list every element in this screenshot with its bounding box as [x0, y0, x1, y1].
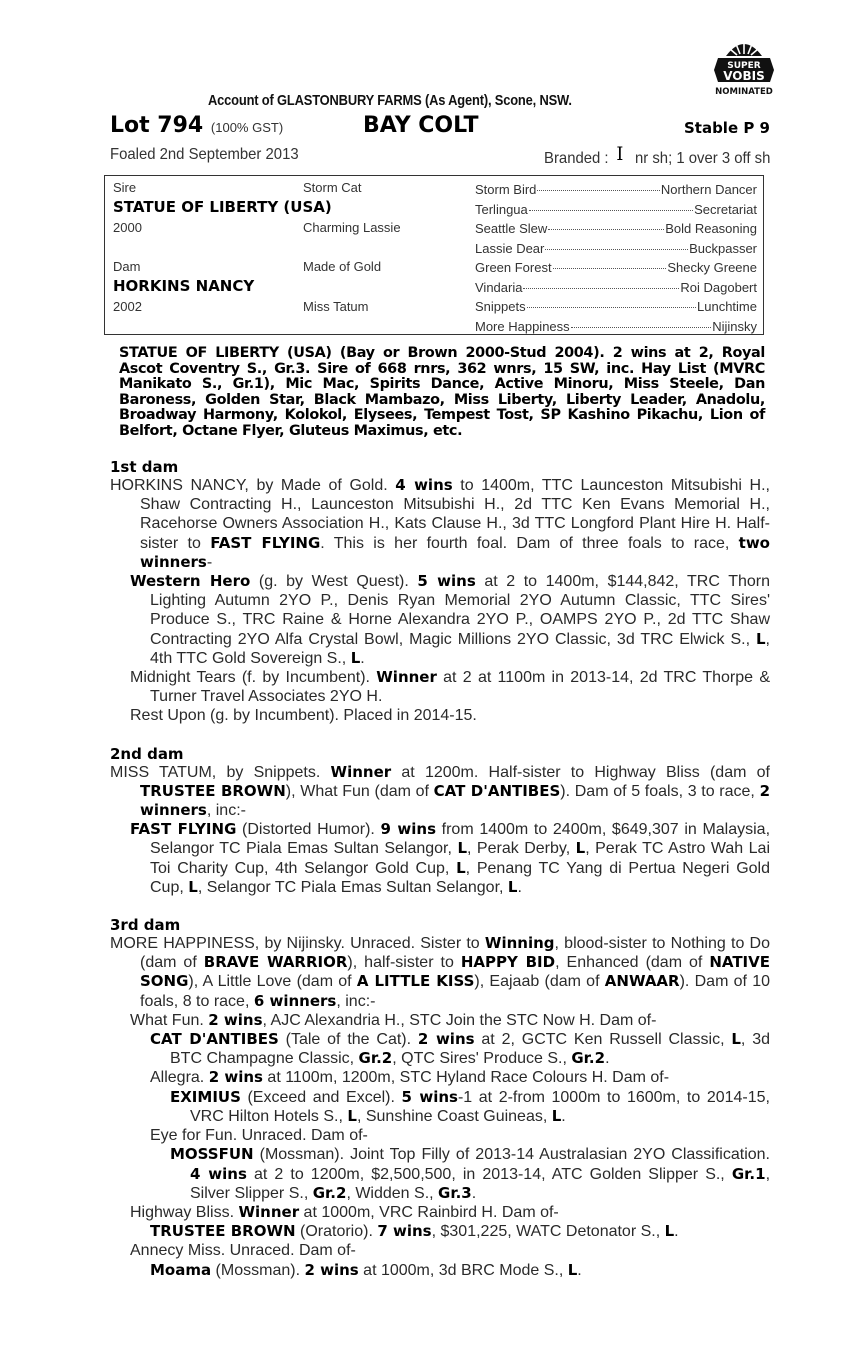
text-run: , Widden S.,: [346, 1184, 439, 1202]
text-run: , QTC Sires' Produce S.,: [392, 1050, 572, 1068]
bold-text: L: [575, 839, 586, 858]
text-run: , blood-sister to Nothing to Do (dam of: [140, 935, 770, 972]
stable-location: Stable P 9: [683, 119, 770, 137]
bold-text: 2 wins: [208, 1068, 263, 1087]
dot-leader: [529, 209, 693, 211]
bold-text: Gr.2: [571, 1049, 606, 1068]
bold-text: L: [350, 648, 361, 667]
grandparent-name: More Happiness: [475, 318, 570, 334]
dot-leader: [571, 326, 712, 328]
dot-leader: [523, 287, 679, 289]
bold-text: Gr.1: [731, 1164, 766, 1183]
sire-year: 2000: [113, 220, 142, 235]
bold-text: NATIVE SONG: [140, 953, 770, 991]
grandparent-row: [475, 297, 757, 317]
bold-text: ANWAAR: [604, 972, 680, 991]
bold-text: L: [731, 1030, 741, 1049]
grandparent-name: Snippets: [475, 299, 526, 314]
sire-dam: Charming Lassie: [303, 220, 401, 235]
bold-text: Gr.3: [438, 1183, 472, 1202]
text-run: ), A Little Love (dam of: [188, 973, 357, 991]
great-grandsire-name: Northern Dancer: [660, 182, 757, 197]
text-run: , Selangor TC Piala Emas Sultan Selangor,: [197, 878, 508, 896]
text-run: , Sunshine Coast Guineas,: [356, 1107, 552, 1125]
first-dam-section: [110, 458, 770, 726]
text-run: Annecy Miss. Unraced. Dam of-: [130, 1242, 356, 1260]
bold-text: Winner: [330, 762, 392, 781]
bold-text: 5 wins: [401, 1087, 458, 1106]
great-grandsire-name: Lunchtime: [697, 299, 757, 314]
text-run: Rest Upon (g. by Incumbent). Placed in 2014-15.: [130, 707, 477, 725]
great-grandsire-name: Bold Reasoning: [665, 221, 757, 236]
text-run: .: [605, 1050, 610, 1068]
dam-name: HORKINS NANCY: [113, 277, 255, 295]
bold-text: 2 wins: [208, 1010, 263, 1029]
brand-mark-icon: I: [616, 143, 624, 165]
dam-dam: Miss Tatum: [303, 299, 369, 314]
grandparent-row: [475, 180, 757, 200]
text-run: (Mossman). Joint Top Filly of 2013-14 Australasian 2YO Classification.: [253, 1146, 770, 1164]
bold-text: 7 wins: [377, 1222, 432, 1241]
great-grandsire-name: Secretariat: [694, 201, 757, 217]
text-run: , inc:-: [336, 992, 376, 1010]
text-run: at 2 to 1200m, $2,500,500, in 2013-14, ATC Golden Slipper S.,: [246, 1165, 732, 1183]
great-grandsire-name: Roi Dagobert: [680, 279, 757, 295]
text-run: -1 at 2-from 1000m to 1600m, to 2014-15, VRC Hilton Hotels S.,: [190, 1088, 771, 1125]
progeny-record: [110, 668, 770, 706]
grandparent-name: Seattle Slew: [475, 221, 548, 236]
progeny-record: [110, 1126, 770, 1145]
dam-label: Dam: [113, 259, 141, 274]
bold-text: L: [755, 629, 766, 648]
grandparent-row: [475, 317, 757, 337]
great-grandsire-name: Buckpasser: [689, 240, 757, 256]
super-vobis-badge-icon: [704, 34, 784, 98]
text-run: (Tale of the Cat).: [278, 1031, 418, 1049]
text-run: from 1400m to 2400m, $649,307 in Malaysia, Selangor TC Piala Emas Sultan Selangor,: [150, 821, 771, 858]
text-run: at 1100m, 1200m, STC Hyland Race Colours H. Dam of-: [262, 1069, 670, 1087]
brand-info: [543, 143, 770, 168]
sire-sire: Storm Cat: [303, 180, 362, 195]
bold-text: CAT D'ANTIBES: [150, 1030, 279, 1049]
svg-text:SUPER: SUPER: [727, 61, 761, 71]
bold-text: Winner: [238, 1202, 300, 1221]
grandparent-name: Green Forest: [475, 260, 552, 275]
grandparent-row: [475, 278, 757, 298]
bold-text: Gr.2: [358, 1049, 393, 1068]
dam-record: [110, 934, 770, 1011]
svg-text:NOMINATED: NOMINATED: [715, 87, 773, 97]
dot-leader: [545, 248, 688, 250]
bold-text: 4 wins: [190, 1164, 247, 1183]
text-run: , $301,225, WATC Detonator S.,: [431, 1223, 665, 1241]
text-run: HORKINS NANCY, by Made of Gold.: [110, 477, 396, 494]
brand-detail: nr sh; 1 over 3 off sh: [634, 150, 770, 167]
bold-text: Gr.2: [312, 1183, 347, 1202]
bold-text: MOSSFUN: [170, 1145, 254, 1164]
bold-text: L: [456, 858, 466, 877]
bold-text: 5 wins: [417, 572, 476, 591]
dot-leader: [527, 306, 696, 308]
text-run: ). Dam of 10 foals, 8 to race,: [140, 973, 771, 1010]
progeny-record: [110, 1222, 770, 1241]
progeny-record: [110, 1030, 770, 1068]
third-dam-section: [110, 916, 770, 1280]
section-heading: 2nd dam: [110, 744, 184, 763]
text-run: .: [674, 1223, 679, 1241]
sire-summary: STATUE OF LIBERTY (USA) (Bay or Brown 2000-Stud 2004). 2 wins at 2, Royal Ascot Coventry S., Gr.3. Sire of 668 rnrs, 362 wnrs, 15 SW, inc. Hay List (MVRC Manikato S., Gr.1), Mic Mac, Spirits Dance, Active Minoru, Miss Steele, Dan Baroness, Golden Star, Black Mambazo, Miss Liberty, Liberty Leader, Anadolu, Broadway Harmony, Kolokol, Elysees, Tempest Tost, SP Kashino Pikachu, Lion of Belfort, Octane Flyer, Gluteus Maximus, etc.: [119, 345, 765, 439]
text-run: ). Dam of 5 foals, 3 to race,: [560, 782, 760, 800]
foaled-brand-row: [110, 143, 770, 167]
foaled-date: Foaled 2nd September 2013: [110, 146, 299, 163]
text-run: at 2, GCTC Ken Russell Classic,: [474, 1031, 732, 1049]
bold-text: FAST FLYING: [130, 820, 237, 839]
bold-text: TRUSTEE BROWN: [140, 781, 286, 800]
text-run: Allegra.: [150, 1069, 209, 1087]
grandparent-name: Vindaria: [475, 279, 523, 295]
branded-label: Branded :: [543, 150, 609, 167]
lot-header-row: [110, 113, 770, 143]
great-grandsire-name: Shecky Greene: [667, 260, 757, 275]
text-run: .: [577, 1261, 582, 1279]
text-run: , 4th TTC Gold Sovereign S.,: [150, 630, 770, 667]
text-run: , inc:-: [206, 802, 246, 820]
grandparent-row: [475, 239, 757, 259]
text-run: (Exceed and Excel).: [240, 1088, 402, 1106]
text-run: -: [206, 553, 213, 571]
text-run: ), What Fun (dam of: [285, 782, 434, 800]
bold-text: 6 winners: [253, 991, 337, 1010]
pedigree-table: [104, 175, 764, 335]
sire-name: STATUE OF LIBERTY (USA): [113, 198, 332, 216]
gst-note: (100% GST): [210, 120, 284, 135]
sire-label: Sire: [113, 180, 137, 195]
bold-text: 2 wins: [417, 1030, 475, 1049]
dam-record: [110, 763, 770, 821]
bold-text: Winning: [484, 934, 555, 953]
grandparent-row: [475, 219, 757, 239]
text-run: .: [471, 1184, 477, 1202]
text-run: Midnight Tears (f. by Incumbent).: [130, 669, 377, 687]
progeny-record: [110, 572, 770, 668]
text-run: , AJC Alexandria H., STC Join the STC Now H. Dam of-: [262, 1011, 657, 1029]
bold-text: Western Hero: [130, 572, 251, 591]
grandparent-row: [475, 258, 757, 278]
dam-year: 2002: [113, 299, 142, 314]
vendor-account-line: Account of GLASTONBURY FARMS (As Agent), Scone, NSW.: [208, 92, 572, 109]
text-run: , Silver Slipper S.,: [190, 1165, 771, 1202]
bold-text: A LITTLE KISS: [356, 972, 475, 991]
dot-leader: [548, 228, 664, 230]
progeny-record: [110, 706, 770, 725]
text-run: , Perak Derby,: [467, 840, 576, 858]
bold-text: 4 wins: [395, 476, 453, 494]
text-run: Highway Bliss.: [130, 1203, 239, 1221]
progeny-record: [110, 1145, 770, 1203]
bold-text: Winner: [376, 668, 437, 687]
dam-sire: Made of Gold: [303, 259, 382, 274]
progeny-record: [110, 1261, 770, 1280]
lot-number: [110, 113, 283, 138]
text-run: . This is her fourth foal. Dam of three foals to race,: [320, 534, 739, 552]
dot-leader: [553, 267, 667, 269]
progeny-record: [110, 1241, 770, 1260]
text-run: ), Eajaab (dam of: [474, 973, 605, 991]
text-run: .: [360, 649, 365, 667]
text-run: (Distorted Humor).: [236, 821, 381, 839]
text-run: to 1400m, TTC Launceston Mitsubishi H., Shaw Contracting H., Launceston Mitsubishi H., 2d TTC Ken Evans Memorial H., Racehorse Owners Association H., Kats Clause H., 3d TTC Longford Plant Hire H. Half-sister to: [140, 477, 771, 552]
text-run: , Perak TC Astro Wah Lai Toi Charity Cup, 4th Selangor Gold Cup,: [150, 840, 771, 877]
bold-text: CAT D'ANTIBES: [433, 781, 561, 800]
text-run: , Penang TC Yang di Pertua Negeri Gold Cup,: [150, 859, 770, 896]
progeny-record: [110, 820, 770, 897]
section-heading: 1st dam: [110, 458, 179, 476]
progeny-record: [110, 1068, 770, 1087]
text-run: at 2 at 1100m in 2013-14, 2d TRC Thorpe & Turner Travel Associates 2YO H.: [150, 669, 770, 706]
bold-text: 2 winners: [140, 781, 770, 820]
bold-text: BRAVE WARRIOR: [203, 953, 348, 972]
text-run: , 3d BTC Champagne Classic,: [170, 1031, 770, 1068]
text-run: What Fun.: [130, 1011, 209, 1029]
text-run: (g. by West Quest).: [250, 573, 418, 591]
bold-text: L: [188, 877, 198, 896]
text-run: .: [517, 878, 522, 896]
grandparent-name: Terlingua: [475, 201, 528, 217]
text-run: MORE HAPPINESS, by Nijinsky. Unraced. Sister to: [110, 935, 485, 953]
text-run: (Mossman).: [211, 1261, 305, 1279]
bold-text: L: [507, 877, 518, 896]
bold-text: FAST FLYING: [210, 533, 321, 552]
progeny-record: [110, 1203, 770, 1222]
text-run: at 1000m, 3d BRC Mode S.,: [358, 1261, 568, 1279]
great-grandsire-name: Nijinsky: [712, 318, 757, 334]
text-run: .: [561, 1107, 566, 1125]
progeny-record: [110, 1011, 770, 1030]
bold-text: Moama: [150, 1260, 212, 1279]
bold-text: 9 wins: [380, 820, 436, 839]
bold-text: 2 wins: [304, 1260, 359, 1279]
pedigree-grandparents: [475, 180, 757, 336]
text-run: ), half-sister to: [347, 954, 461, 972]
bold-text: L: [347, 1106, 357, 1125]
super-vobis-nominated-logo: [704, 34, 784, 98]
bold-text: two winners: [140, 533, 770, 571]
family-section: [110, 458, 770, 1280]
grandparent-row: [475, 200, 757, 220]
dot-leader: [537, 189, 659, 191]
bold-text: EXIMIUS: [170, 1087, 241, 1106]
text-run: , Enhanced (dam of: [555, 954, 710, 972]
bold-text: TRUSTEE BROWN: [150, 1222, 296, 1241]
progeny-record: [110, 1088, 770, 1126]
grandparent-name: Storm Bird: [475, 182, 537, 197]
bold-text: L: [457, 839, 467, 858]
second-dam-section: [110, 745, 770, 897]
text-run: Eye for Fun. Unraced. Dam of-: [150, 1127, 368, 1145]
bold-text: L: [664, 1222, 675, 1241]
grandparent-name: Lassie Dear: [475, 240, 545, 256]
text-run: MISS TATUM, by Snippets.: [110, 763, 331, 781]
text-run: (Oratorio).: [295, 1223, 378, 1241]
bold-text: HAPPY BID: [460, 953, 556, 972]
horse-sex-colour: BAY COLT: [363, 113, 479, 138]
bold-text: L: [567, 1260, 578, 1279]
text-run: at 1200m. Half-sister to Highway Bliss (dam of: [391, 763, 770, 781]
text-run: at 2 to 1400m, $144,842, TRC Thorn Lighting Autumn 2YO P., Denis Ryan Memorial 2YO Autumn Classic, TTC Sires' Produce S., TRC Raine & Horne Alexandra 2YO P., OAMPS 2YO P., 2d TTC Shaw Contracting 2YO Alfa Crystal Bowl, Magic Millions 2YO Classic, 3d TRC Elwick S.,: [150, 573, 770, 648]
svg-text:VOBIS: VOBIS: [723, 69, 765, 83]
dam-record: [110, 476, 770, 572]
bold-text: L: [551, 1106, 562, 1125]
lot-label: Lot 794: [110, 113, 204, 138]
section-heading: 3rd dam: [110, 916, 181, 935]
text-run: at 1000m, VRC Rainbird H. Dam of-: [299, 1203, 559, 1221]
